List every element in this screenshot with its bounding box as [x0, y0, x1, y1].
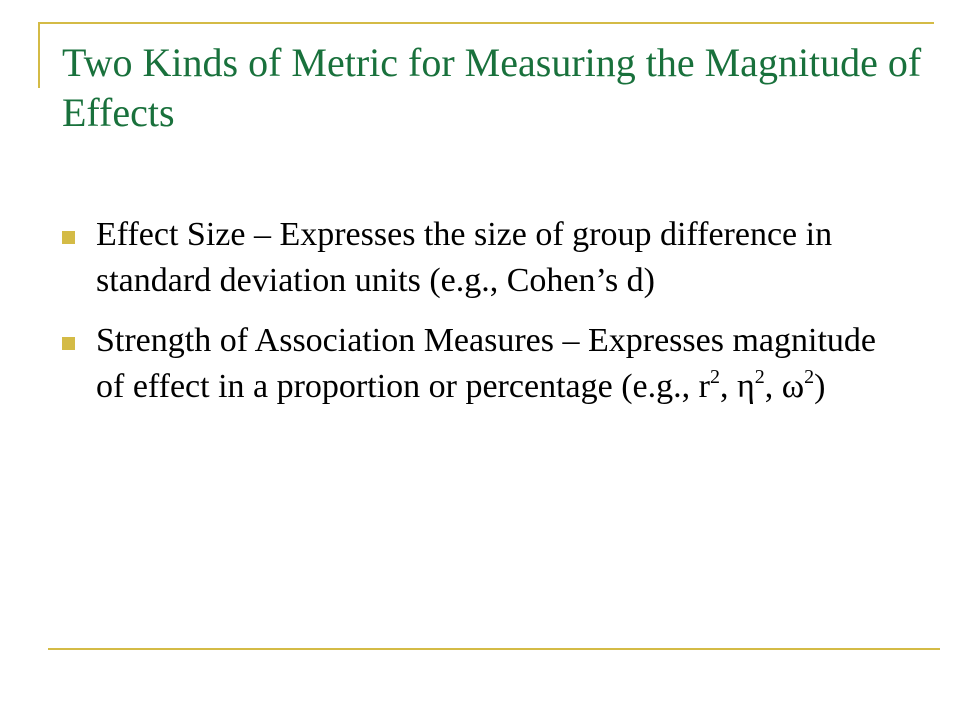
- superscript-r: 2: [709, 366, 720, 388]
- separator-eta: , η: [719, 368, 755, 405]
- square-bullet-icon: [62, 337, 75, 350]
- separator-omega: , ω: [764, 368, 805, 405]
- bullet-item-strength-of-association: [62, 318, 902, 410]
- bullet-text-effect-size: Effect Size – Expresses the size of group difference in standard deviation units (e.g., Cohen’s d): [96, 216, 833, 299]
- bottom-rule: [48, 648, 940, 650]
- bullet-text-strength-of-association: Strength of Association Measures – Expresses magnitude of effect in a proportion or percentage (e.g., r: [96, 322, 876, 405]
- superscript-eta: 2: [754, 366, 765, 388]
- slide-title: Two Kinds of Metric for Measuring the Magnitude of Effects: [62, 40, 922, 135]
- square-bullet-icon: [62, 231, 75, 244]
- closing-paren: ): [814, 368, 826, 405]
- left-rule: [38, 22, 40, 88]
- superscript-omega: 2: [804, 366, 815, 388]
- top-rule: [38, 22, 934, 24]
- bullet-list: [62, 212, 902, 424]
- bullet-item-effect-size: [62, 212, 902, 304]
